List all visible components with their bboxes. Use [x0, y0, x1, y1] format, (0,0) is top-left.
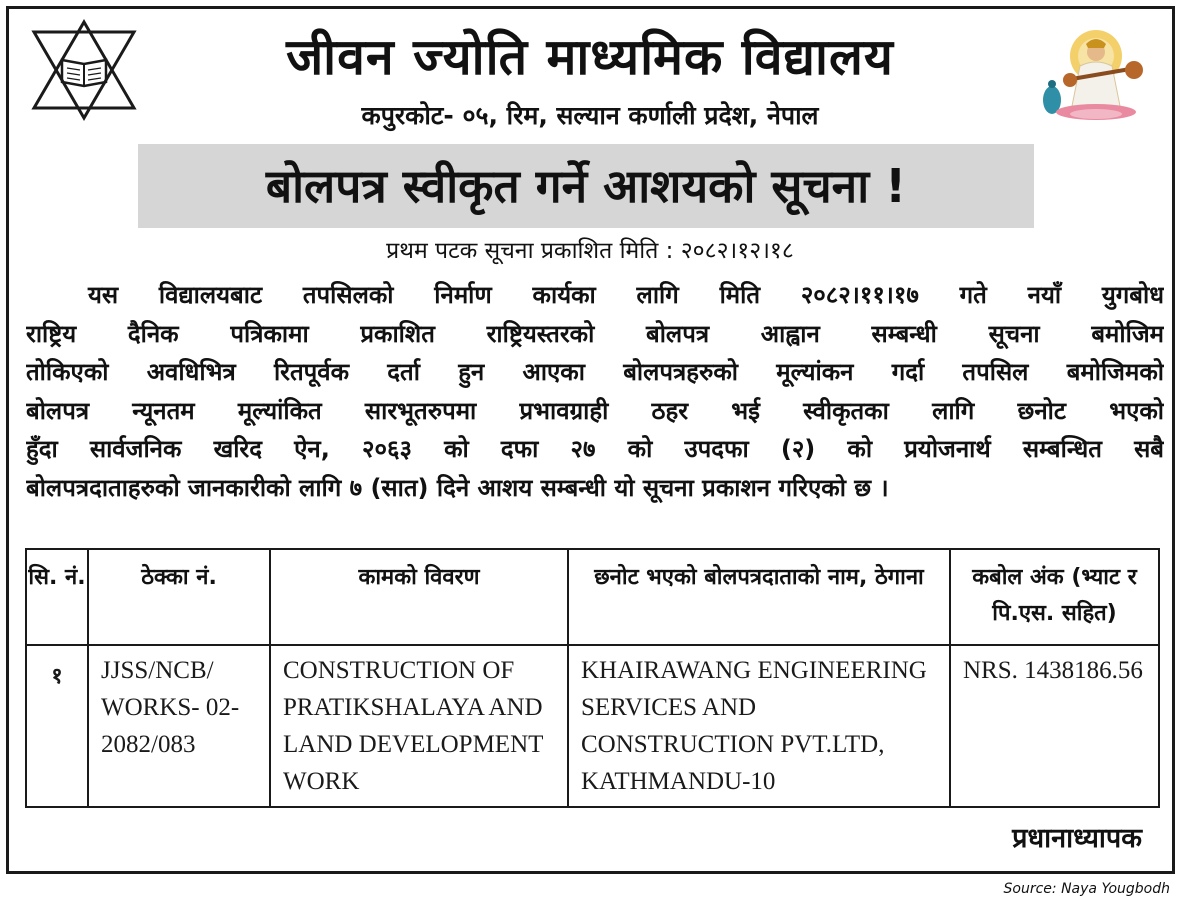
body-line: हुँदा सार्वजनिक खरिद ऐन, २०६३ को दफा २७ को उपदफा (२) को प्रयोजनार्थ सम्बन्धित सबै [26, 435, 1164, 463]
cell-bidder: KHAIRAWANG ENGINEERING SERVICES AND CONSTRUCTION PVT.LTD, KATHMANDU-10 [568, 645, 950, 807]
saraswati-icon [1036, 22, 1154, 122]
signatory: प्रधानाध्यापक [1012, 823, 1142, 854]
header-sn: सि. नं. [26, 549, 88, 645]
notice-body [26, 276, 1164, 507]
body-line: तोकिएको अवधिभित्र रितपूर्वक दर्ता हुन आएका बोलपत्रहरुको मूल्यांकन गर्दा तपसिल बमोजिमको [26, 358, 1164, 386]
cell-sn: १ [26, 645, 88, 807]
tender-table [25, 548, 1160, 808]
body-line: राष्ट्रिय दैनिक पत्रिकामा प्रकाशित राष्ट्रियस्तरको बोलपत्र आह्वान सम्बन्धी सूचना बमोजिम [26, 319, 1164, 348]
notice-title: बोलपत्र स्वीकृत गर्ने आशयको सूचना ! [265, 159, 907, 213]
table-row [26, 645, 1159, 807]
cell-contract-no: JJSS/NCB/ WORKS- 02-2082/083 [88, 645, 270, 807]
school-address: कपुरकोट- ०५, रिम, सल्यान कर्णाली प्रदेश, नेपाल [361, 101, 819, 130]
body-line: यस विद्यालयबाट तपसिलको निर्माण कार्यका लागि मिति २०८२।११।१७ गते नयाँ युगबोध [88, 281, 1164, 309]
star-book-emblem-icon [26, 18, 142, 122]
header-contract-no: ठेक्का नं. [88, 549, 270, 645]
header-description: कामको विवरण [270, 549, 568, 645]
header-amount: कबोल अंक (भ्याट र पि.एस. सहित) [950, 549, 1159, 645]
school-name: जीवन ज्योति माध्यमिक विद्यालय [286, 28, 894, 86]
source-credit: Source: Naya Yougbodh [1003, 881, 1170, 897]
publish-date: प्रथम पटक सूचना प्रकाशित मिति : २०८२।१२।१८ [386, 238, 794, 264]
body-line: बोलपत्रदाताहरुको जानकारीको लागि ७ (सात) दिने आशय सम्बन्धी यो सूचना प्रकाशन गरिएको छ । [26, 473, 889, 502]
header-bidder: छनोट भएको बोलपत्रदाताको नाम, ठेगाना [568, 549, 950, 645]
table-header-row [26, 549, 1159, 645]
cell-description: CONSTRUCTION OF PRATIKSHALAYA AND LAND DEVELOPMENT WORK [270, 645, 568, 807]
cell-amount: NRS. 1438186.56 [950, 645, 1159, 807]
body-line: बोलपत्र न्यूनतम मूल्यांकित सारभूतरुपमा प्रभावग्राही ठहर भई स्वीकृतका लागि छनोट भएको [26, 396, 1164, 425]
